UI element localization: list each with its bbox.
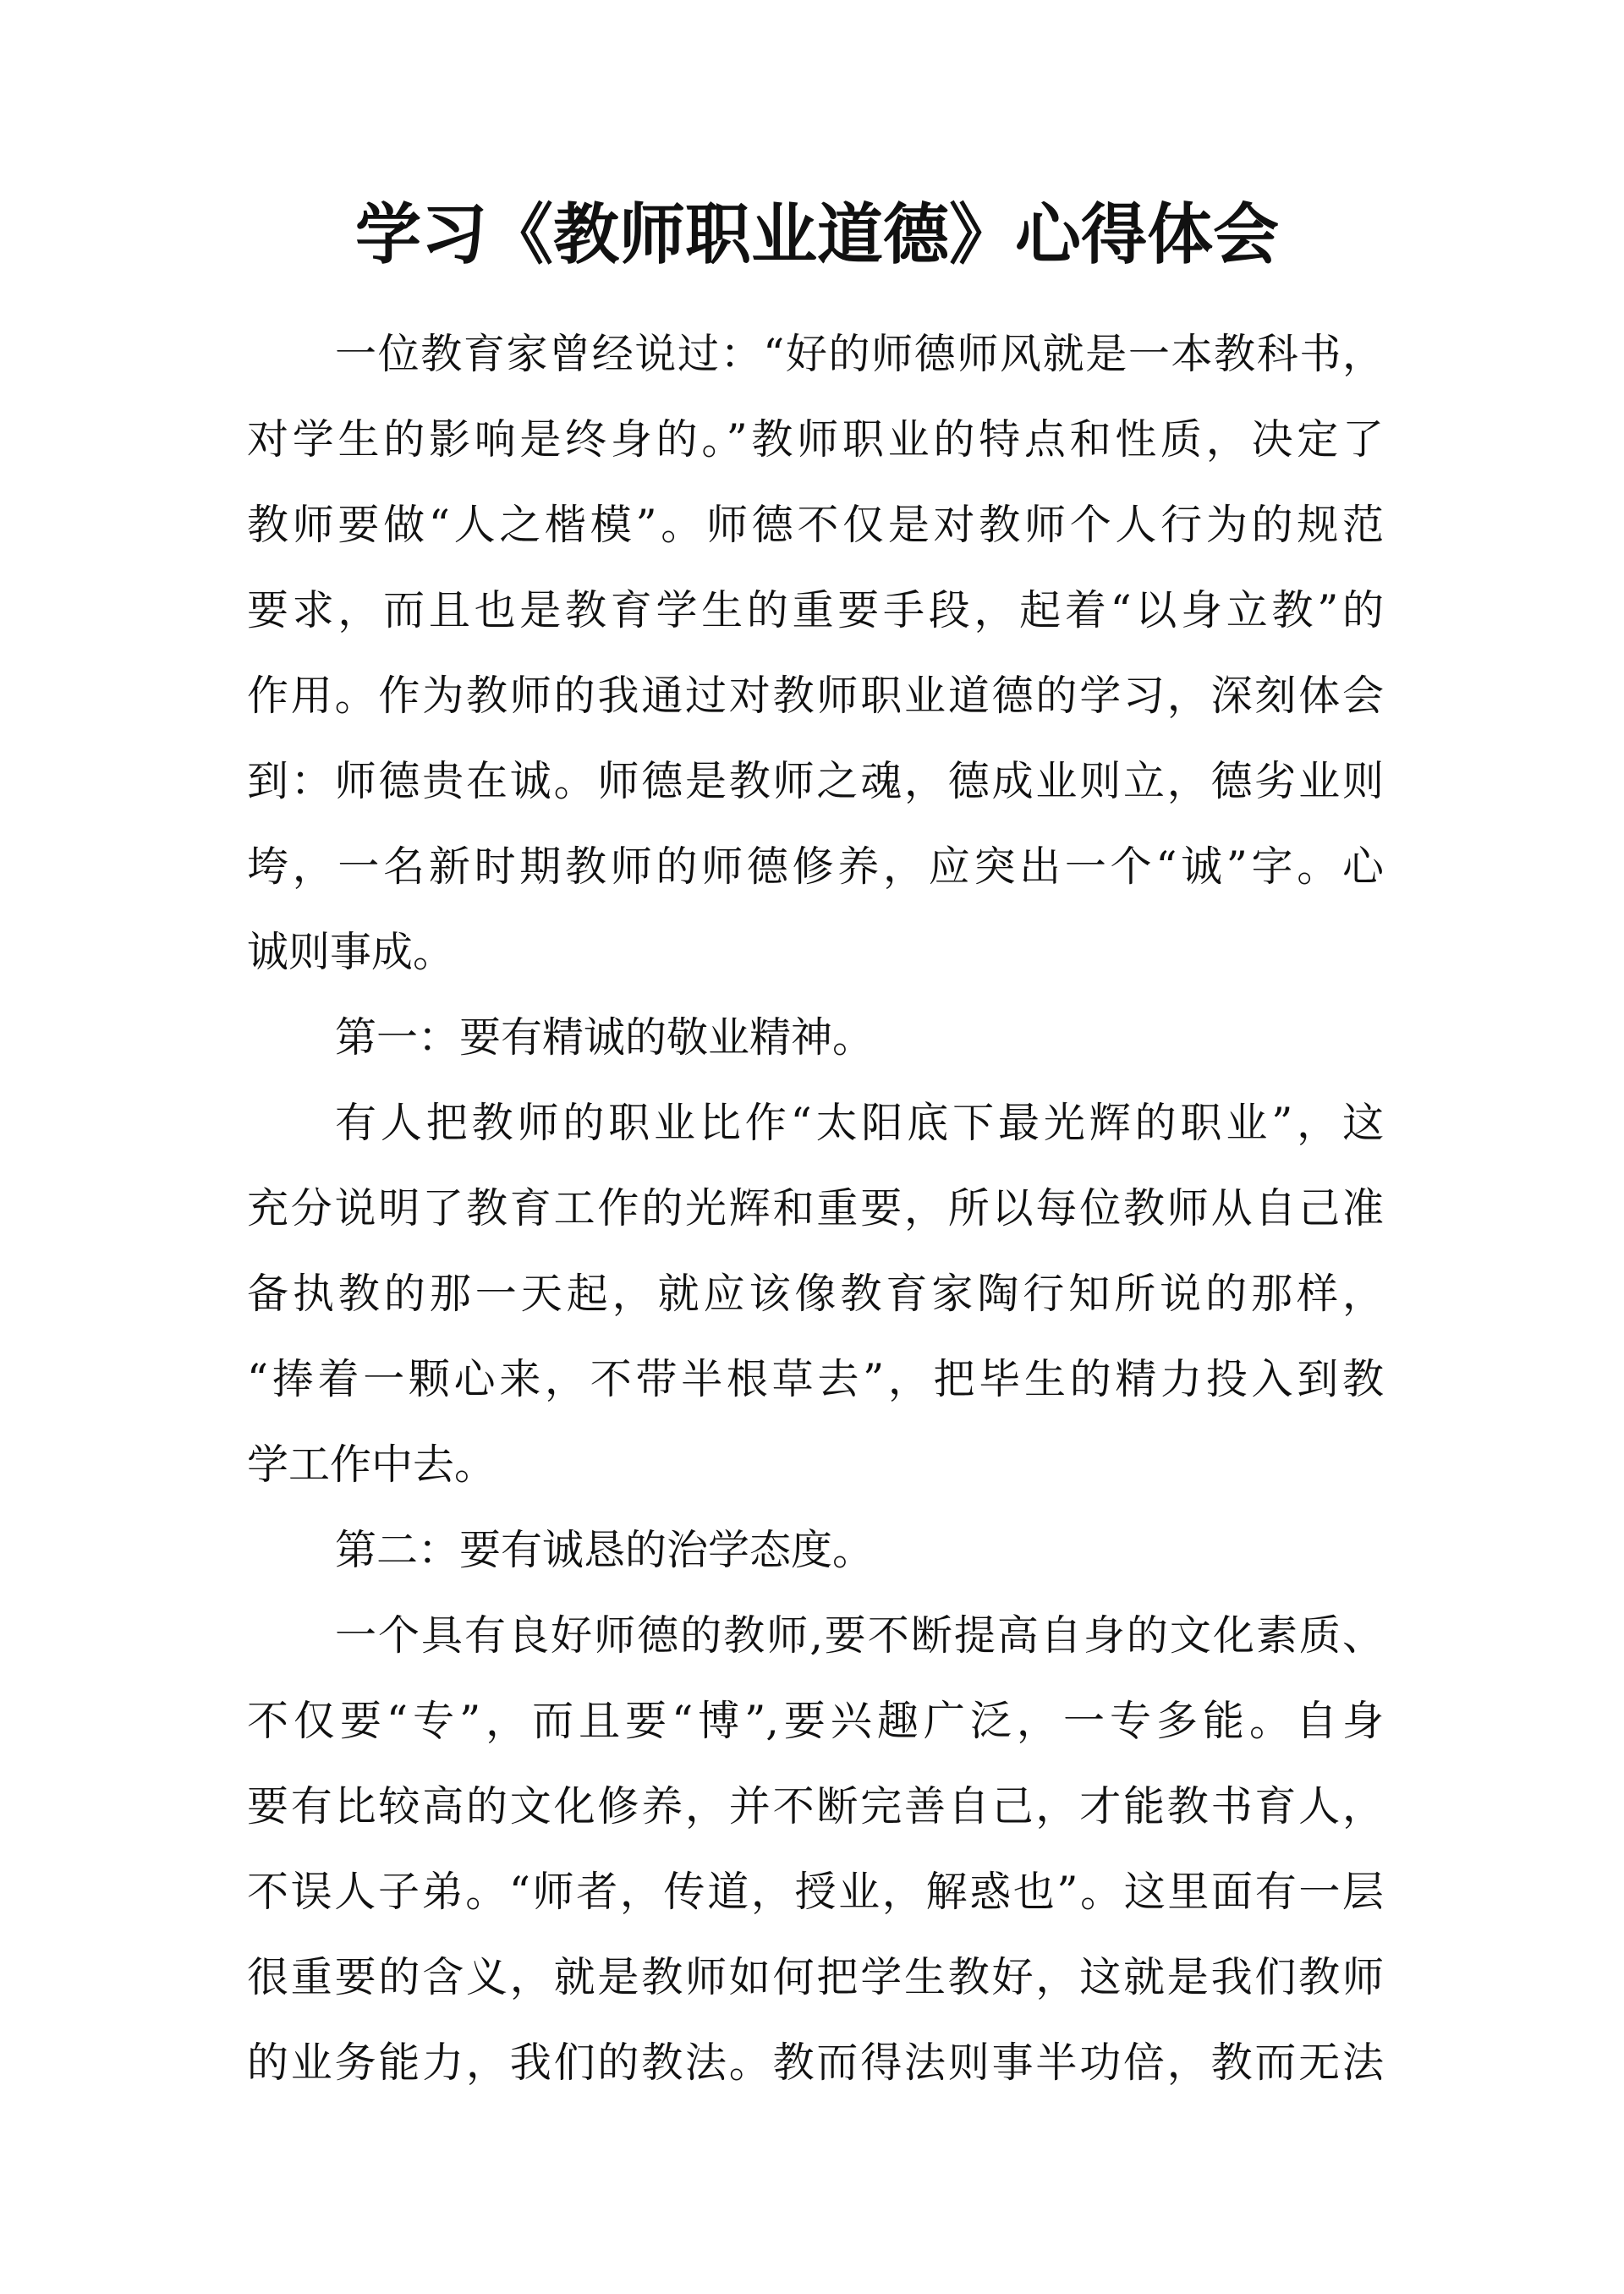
- document-title: 学习《教师职业道德》心得体会: [354, 196, 1279, 273]
- text-line: 不误人子弟。“师者，传道，授业，解惑也”。这里面有一层: [247, 1868, 1384, 1916]
- document-body: [247, 311, 1384, 2105]
- text-line: 有人把教师的职业比作“太阳底下最光辉的职业”，这: [335, 1099, 1384, 1147]
- text-line: 到：师德贵在诚。师德是教师之魂，德成业则立，德劣业则: [247, 757, 1384, 805]
- section-heading-first: [247, 995, 1384, 1080]
- text-line: 的业务能力，我们的教法。教而得法则事半功倍，教而无法: [247, 2039, 1384, 2087]
- heading-line: 第二：要有诚恳的治学态度。: [335, 1526, 875, 1574]
- heading-line: 第一：要有精诚的敬业精神。: [335, 1013, 875, 1062]
- text-line: 作用。作为教师的我通过对教师职业道德的学习，深刻体会: [247, 672, 1384, 720]
- text-line: 不仅要“专”，而且要“博”,要兴趣广泛，一专多能。自身: [247, 1697, 1384, 1745]
- text-line: 一个具有良好师德的教师,要不断提高自身的文化素质、: [335, 1611, 1384, 1660]
- text-line: 要有比较高的文化修养，并不断完善自己，才能教书育人，: [247, 1782, 1384, 1830]
- paragraph-scholarship: [247, 1593, 1384, 2105]
- text-line: 垮，一名新时期教师的师德修养，应突出一个“诚”字。心: [247, 842, 1384, 891]
- text-line: 对学生的影响是终身的。”教师职业的特点和性质，决定了: [247, 415, 1384, 464]
- text-line: 很重要的含义，就是教师如何把学生教好，这就是我们教师: [247, 1953, 1384, 2001]
- section-heading-second: [247, 1507, 1384, 1593]
- text-line: 充分说明了教育工作的光辉和重要，所以每位教师从自己准: [247, 1184, 1384, 1232]
- text-line: “捧着一颗心来，不带半根草去”，把毕生的精力投入到教: [247, 1355, 1384, 1403]
- paragraph-intro: [247, 311, 1384, 995]
- text-line: 诚则事成。: [247, 928, 455, 976]
- text-line: 要求，而且也是教育学生的重要手段，起着“以身立教”的: [247, 586, 1384, 634]
- text-line: 一位教育家曾经说过：“好的师德师风就是一本教科书，: [335, 330, 1384, 378]
- text-line: 学工作中去。: [247, 1441, 497, 1489]
- text-line: 备执教的那一天起，就应该像教育家陶行知所说的那样，: [247, 1270, 1384, 1318]
- text-line: 教师要做“人之楷模”。师德不仅是对教师个人行为的规范: [247, 501, 1384, 549]
- paragraph-dedication: [247, 1080, 1384, 1507]
